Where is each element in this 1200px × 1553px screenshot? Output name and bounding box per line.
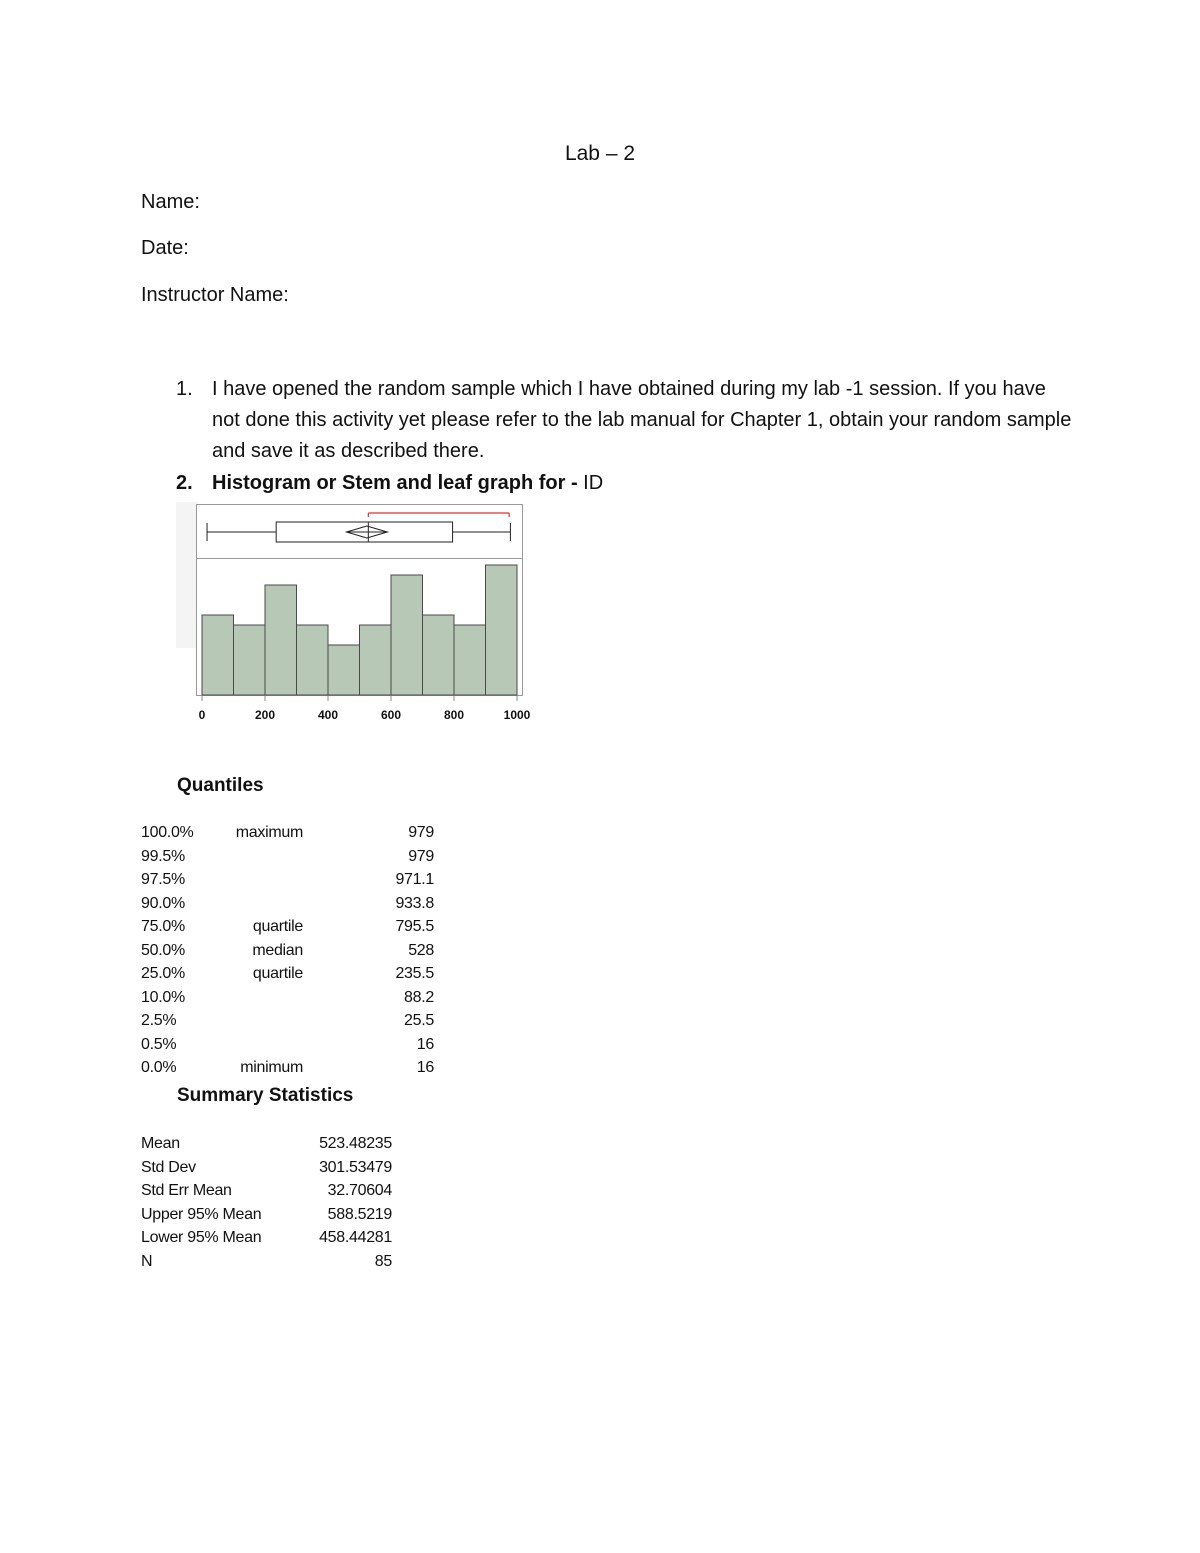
quantile-percent: 0.5% [141,1035,177,1053]
histogram-bar [391,575,423,695]
quantile-row [141,1012,441,1035]
date-field-label: Date: [141,237,189,259]
quantile-value: 971.1 [395,871,434,888]
summary-row [141,1182,401,1205]
quantile-value: 16 [416,1059,434,1076]
list-item-number: 1. [176,378,193,400]
summary-label: Upper 95% Mean [141,1205,262,1223]
quantile-percent: 10.0% [141,988,185,1006]
quantile-row [141,848,441,871]
x-tick-label: 800 [443,708,465,722]
histogram-bar [423,615,455,695]
instructor-name-field-label: Instructor Name: [141,284,289,306]
summary-statistics-table [141,1135,401,1285]
quantile-percent: 0.0% [141,1059,177,1076]
x-tick-label: 1000 [503,708,531,722]
list-item-text: I have opened the random sample which I have obtained during my lab -1 session. If you have not done this activity yet please refer to the lab manual for Chapter 1, obtain your random sample and save it as described there. [212,378,1072,462]
list-item-heading: Histogram or Stem and leaf graph for - [212,472,578,494]
quantile-row [141,1059,441,1082]
summary-value: 458.44281 [319,1229,392,1246]
quantile-percent: 90.0% [141,894,185,912]
quantile-percent: 100.0% [141,824,194,841]
quantile-label: maximum [235,824,303,841]
quantile-row [141,989,441,1012]
histogram-chart [174,498,540,730]
document-title: Lab – 2 [564,142,636,165]
summary-value: 523.48235 [319,1135,392,1152]
histogram-bar [297,625,329,695]
quantile-value: 25.5 [404,1012,434,1029]
x-axis-ticks [199,696,531,722]
name-field-label: Name: [141,191,200,213]
list-item-1 [176,374,1072,462]
quantile-value: 88.2 [404,988,434,1006]
quantile-value: 235.5 [395,965,434,982]
quantile-row [141,895,441,918]
quantile-value: 528 [408,941,434,959]
summary-value: 85 [374,1252,392,1270]
summary-row [141,1206,401,1229]
quantile-row [141,918,441,941]
quantile-value: 979 [408,824,434,841]
summary-row [141,1229,401,1252]
summary-value: 588.5219 [327,1205,392,1223]
quantile-row [141,824,441,847]
summary-row [141,1253,401,1276]
quantile-percent: 2.5% [141,1012,177,1029]
summary-row [141,1159,401,1182]
quantile-percent: 25.0% [141,965,185,982]
histogram-bar [202,615,234,695]
summary-value: 301.53479 [319,1158,392,1176]
quantile-value: 933.8 [395,894,434,912]
quantile-percent: 50.0% [141,941,185,959]
quantile-percent: 75.0% [141,918,185,935]
quantiles-heading: Quantiles [177,775,264,796]
quantile-label: quartile [252,918,303,935]
quantile-value: 16 [416,1035,434,1053]
list-item-number: 2. [176,472,193,494]
histogram-bar [234,625,266,695]
summary-label: Std Err Mean [141,1182,232,1199]
summary-label: Lower 95% Mean [141,1229,262,1246]
quantile-row [141,942,441,965]
chart-background-panel [176,502,198,648]
quantile-row [141,965,441,988]
x-tick-label: 200 [254,708,276,722]
x-tick-label: 400 [317,708,339,722]
summary-label: N [141,1252,153,1270]
histogram-bar [265,585,297,695]
summary-value: 32.70604 [327,1182,392,1199]
quantiles-table [141,824,441,1084]
histogram-bar [328,645,360,695]
quantile-percent: 99.5% [141,847,185,865]
quantile-value: 795.5 [395,918,434,935]
summary-label: Mean [141,1135,180,1152]
quantile-label: quartile [252,965,303,982]
histogram-bar [360,625,392,695]
summary-row [141,1135,401,1158]
summary-statistics-heading: Summary Statistics [177,1085,354,1106]
histogram-bar [486,565,518,695]
quantile-label: median [252,941,303,959]
x-tick-label: 0 [198,708,206,722]
histogram-bar [454,625,486,695]
x-tick-label: 600 [380,708,402,722]
list-item-text [212,468,1072,499]
quantile-percent: 97.5% [141,871,185,888]
quantile-value: 979 [408,847,434,865]
variable-name: ID [577,472,604,494]
list-item-2 [176,468,604,499]
quantile-row [141,1036,441,1059]
quantile-row [141,871,441,894]
summary-label: Std Dev [141,1158,196,1176]
quantile-label: minimum [240,1059,303,1076]
